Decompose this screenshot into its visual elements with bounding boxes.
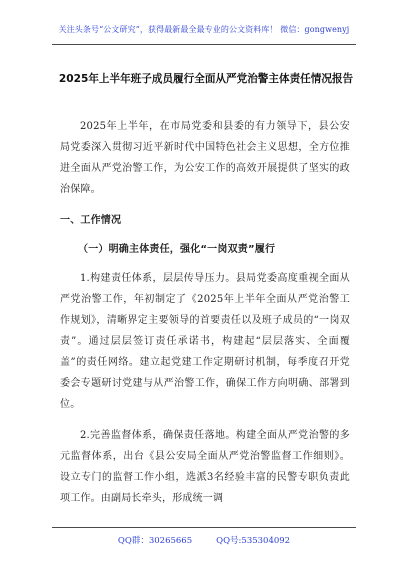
body-paragraph-2: 2.完善监督体系，确保责任落地。构建全面从严党治警的多元监督体系，出台《县公安局全面从严党治警监督工作细则》。设立专门的监督工作小组，选派3名经验丰富的民警专职负责此项工作。由副局长牵头，形成统一调: [60, 430, 350, 504]
header-divider: [52, 44, 356, 45]
document-title: 2025年上半年班子成员履行全面从严党治警主体责任情况报告: [58, 73, 354, 85]
document-body: [60, 116, 350, 519]
footer: [0, 534, 408, 546]
intro-paragraph: 2025年上半年，在市局党委和县委的有力领导下，县公安局党委深入贯彻习近平新时代中国特色社会主义思想，全方位推进全面从严党治警工作，为公安工作的高效开展提供了坚实的政治保障。: [60, 121, 350, 195]
footer-divider: [52, 527, 356, 528]
section-heading: 一、工作情况: [60, 215, 122, 226]
footer-qq-group: QQ群：30265665: [117, 536, 193, 546]
subsection-heading: （一）明确主体责任，强化“一岗双责”履行: [78, 244, 276, 255]
body-paragraph-1: 1.构建责任体系，层层传导压力。县局党委高度重视全面从严党治警工作，年初制定了《2025年上半年全面从严党治警工作规划》，清晰界定主要领导的首要责任以及班子成员的“一岗双责”。通过层层签订责任承诺书，构建起“层层落实、全面覆盖”的责任网络。建立起党建工作定期研讨机制，每季度召开党委会专题研讨党建与从严治警工作，确保工作方向明确、部署到位。: [60, 273, 350, 410]
footer-qq-number: QQ号:535304092: [216, 536, 291, 546]
header-banner: 关注头条号“公文研究”，获得最新最全最专业的公文资料库！ 微信：gongwenyj: [58, 25, 350, 34]
